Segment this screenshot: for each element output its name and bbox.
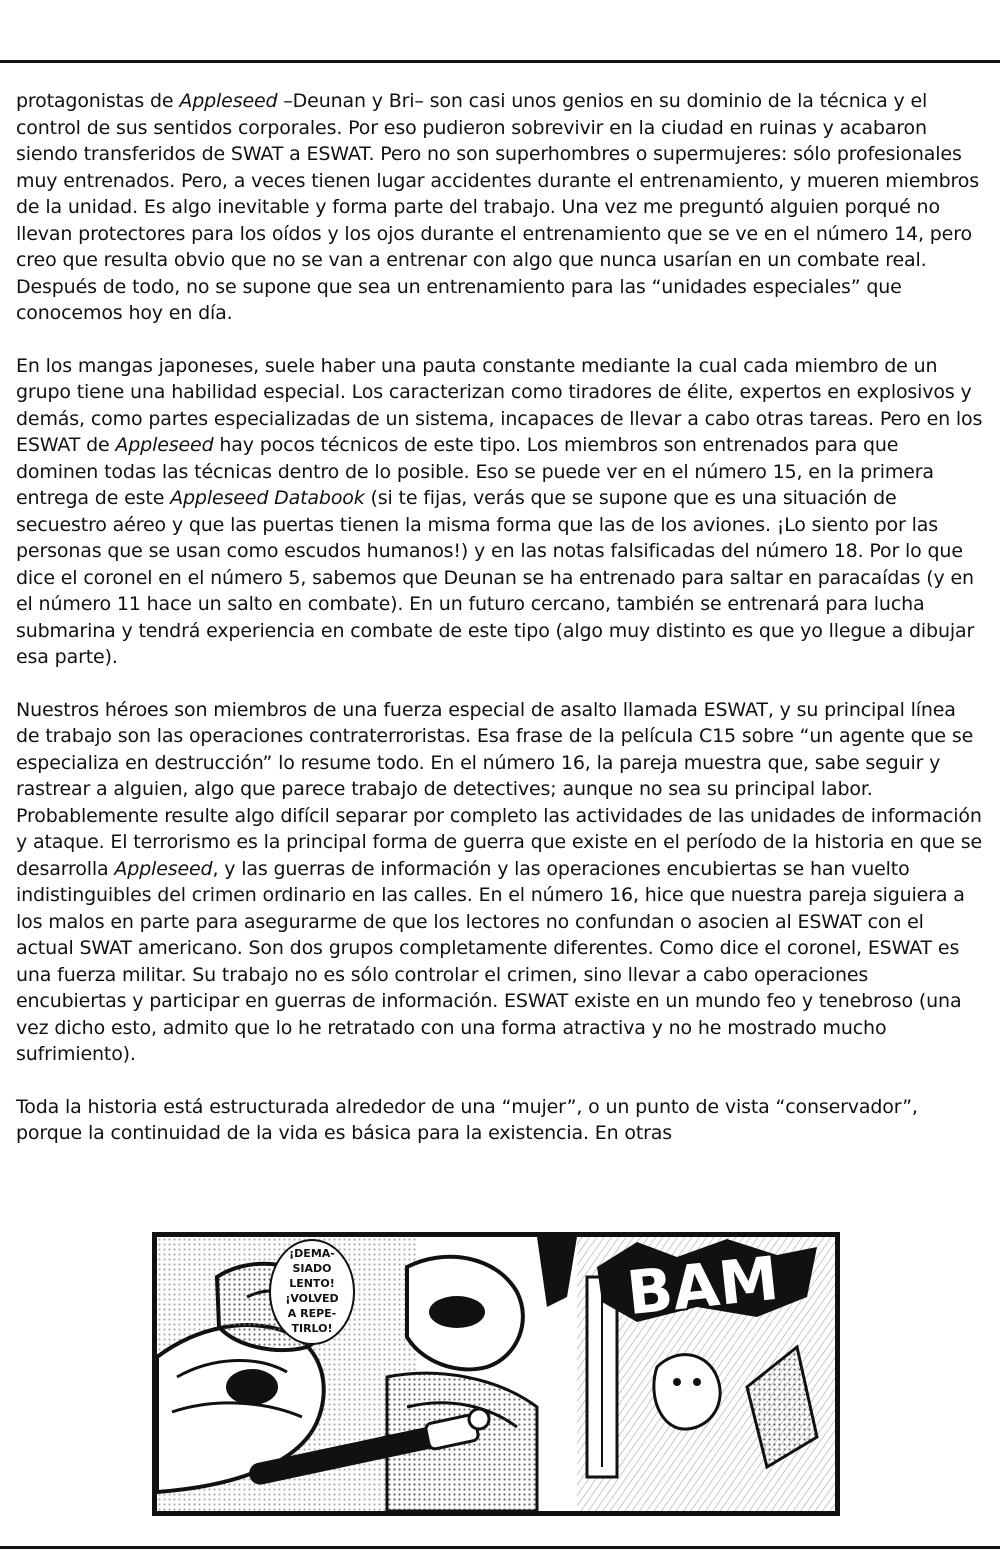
body-text: –Deunan y Bri– son casi unos genios en su dominio de la técnica y el control de sus sentidos corporales. Por eso pudieron sobrevivir en la ciudad en ruinas y acabaron siendo transferidos de SWAT a ESWAT. Pero no son superhombres o supermujeres: sólo profesionales muy entrenados. Pero, a veces tienen lugar accidentes durante el entrenamiento, y mueren miembros de la unidad. Es algo inevitable y forma parte del trabajo. Una vez me preguntó alguien porqué no llevan protectores para los oídos y los ojos durante el entrenamiento que se ve en el número 14, pero creo que resulta obvio que no se van a entrenar con algo que nunca usarían en un combate real. Después de todo, no se supone que sea un entrenamiento para las “unidades especiales” que conocemos hoy en día. <box>16 90 980 324</box>
sound-effect-text: BAM <box>623 1243 782 1330</box>
paragraph-1 <box>16 88 984 327</box>
balloon-line: A REPE- <box>287 1307 337 1320</box>
italic-title-text: Appleseed Databook <box>170 487 365 509</box>
comic-panel <box>152 1232 840 1516</box>
balloon-line: LENTO! <box>289 1277 335 1290</box>
italic-title-text: Appleseed <box>114 857 213 880</box>
body-text: Toda la historia está estructurada alrededor de una “mujer”, o un punto de vista “conservador”, porque la continuidad de la vida es básica para la existencia. En otras <box>16 1095 918 1144</box>
body-text: (si te fijas, verás que se supone que es una situación de secuestro aéreo y que las puertas tienen la misma forma que las de los aviones. ¡Lo siento por las personas que se usan como escudos humanos!) y en las notas falsificadas del número 18. Por lo que dice el coronel en el número 5, sabemos que Deunan se ha entrenado para saltar en paracaídas (y en el número 11 hace un salto en combate). En un futuro cercano, también se entrenará para lucha submarina y tendrá experiencia en combate de este tipo (algo muy distinto es que yo llegue a dibujar esa parte). <box>16 487 975 668</box>
balloon-line: SIADO <box>292 1262 332 1275</box>
bottom-rule <box>0 1546 1000 1549</box>
italic-title-text: Appleseed <box>115 434 214 456</box>
article-body <box>16 88 984 1173</box>
body-text: hay pocos técnicos de este tipo. Los miembros son entrenados para que dominen todas las técnicas dentro de lo posible. Eso se puede ver en el número 15, en la primera entrega de este <box>16 434 934 509</box>
body-text: Nuestros héroes son miembros de una fuerza especial de asalto llamada ESWAT, y su principal línea de trabajo son las operaciones contraterroristas. Esa frase de la película C15 sobre “un agente que se especializa en destrucción” lo resume todo. En el número 16, la pareja muestra que, sabe seguir y rastrear a alguien, algo que parece trabajo de detectives; aunque no sea su principal labor. Probablemente resulte algo difícil separar por completo las actividades de las unidades de información y ataque. El terrorismo es la principal forma de guerra que existe en el período de la historia en que se desarrolla <box>16 698 983 880</box>
body-text: En los mangas japoneses, suele haber una pauta constante mediante la cual cada miembro de un grupo tiene una habilidad especial. Los caracterizan como tiradores de élite, expertos en explosivos y demás, como partes especializadas de un sistema, incapaces de llevar a cabo otras tareas. Pero en los ESWAT de <box>16 354 983 456</box>
balloon-line: TIRLO! <box>291 1322 333 1335</box>
body-text: , y las guerras de información y las operaciones encubiertas se han vuelto indistinguibles del crimen ordinario en las calles. En el número 16, hice que nuestra pareja siguiera a los malos en parte para asegurarme de que los lectores no confundan o asocien al ESWAT con el actual SWAT americano. Son dos grupos completamente diferentes. Como dice el coronel, ESWAT es una fuerza militar. Su trabajo no es sólo controlar el crimen, sino llevar a cabo operaciones encubiertas y participar en guerras de información. ESWAT existe en un mundo feo y tenebroso (una vez dicho esto, admito que lo he retratado con una forma atractiva y no he mostrado mucho sufrimiento). <box>16 857 965 1065</box>
italic-title-text: Appleseed <box>179 90 278 112</box>
paragraph-2 <box>16 353 984 671</box>
balloon-line: ¡DEMA- <box>289 1247 335 1260</box>
paragraph-4 <box>16 1094 984 1147</box>
body-text: protagonistas de <box>16 90 180 112</box>
balloon-line: ¡VOLVED <box>285 1292 339 1305</box>
comic-panel-artwork <box>157 1237 835 1511</box>
paragraph-3 <box>16 697 984 1068</box>
speech-balloon <box>270 1240 354 1344</box>
top-rule <box>0 60 1000 63</box>
